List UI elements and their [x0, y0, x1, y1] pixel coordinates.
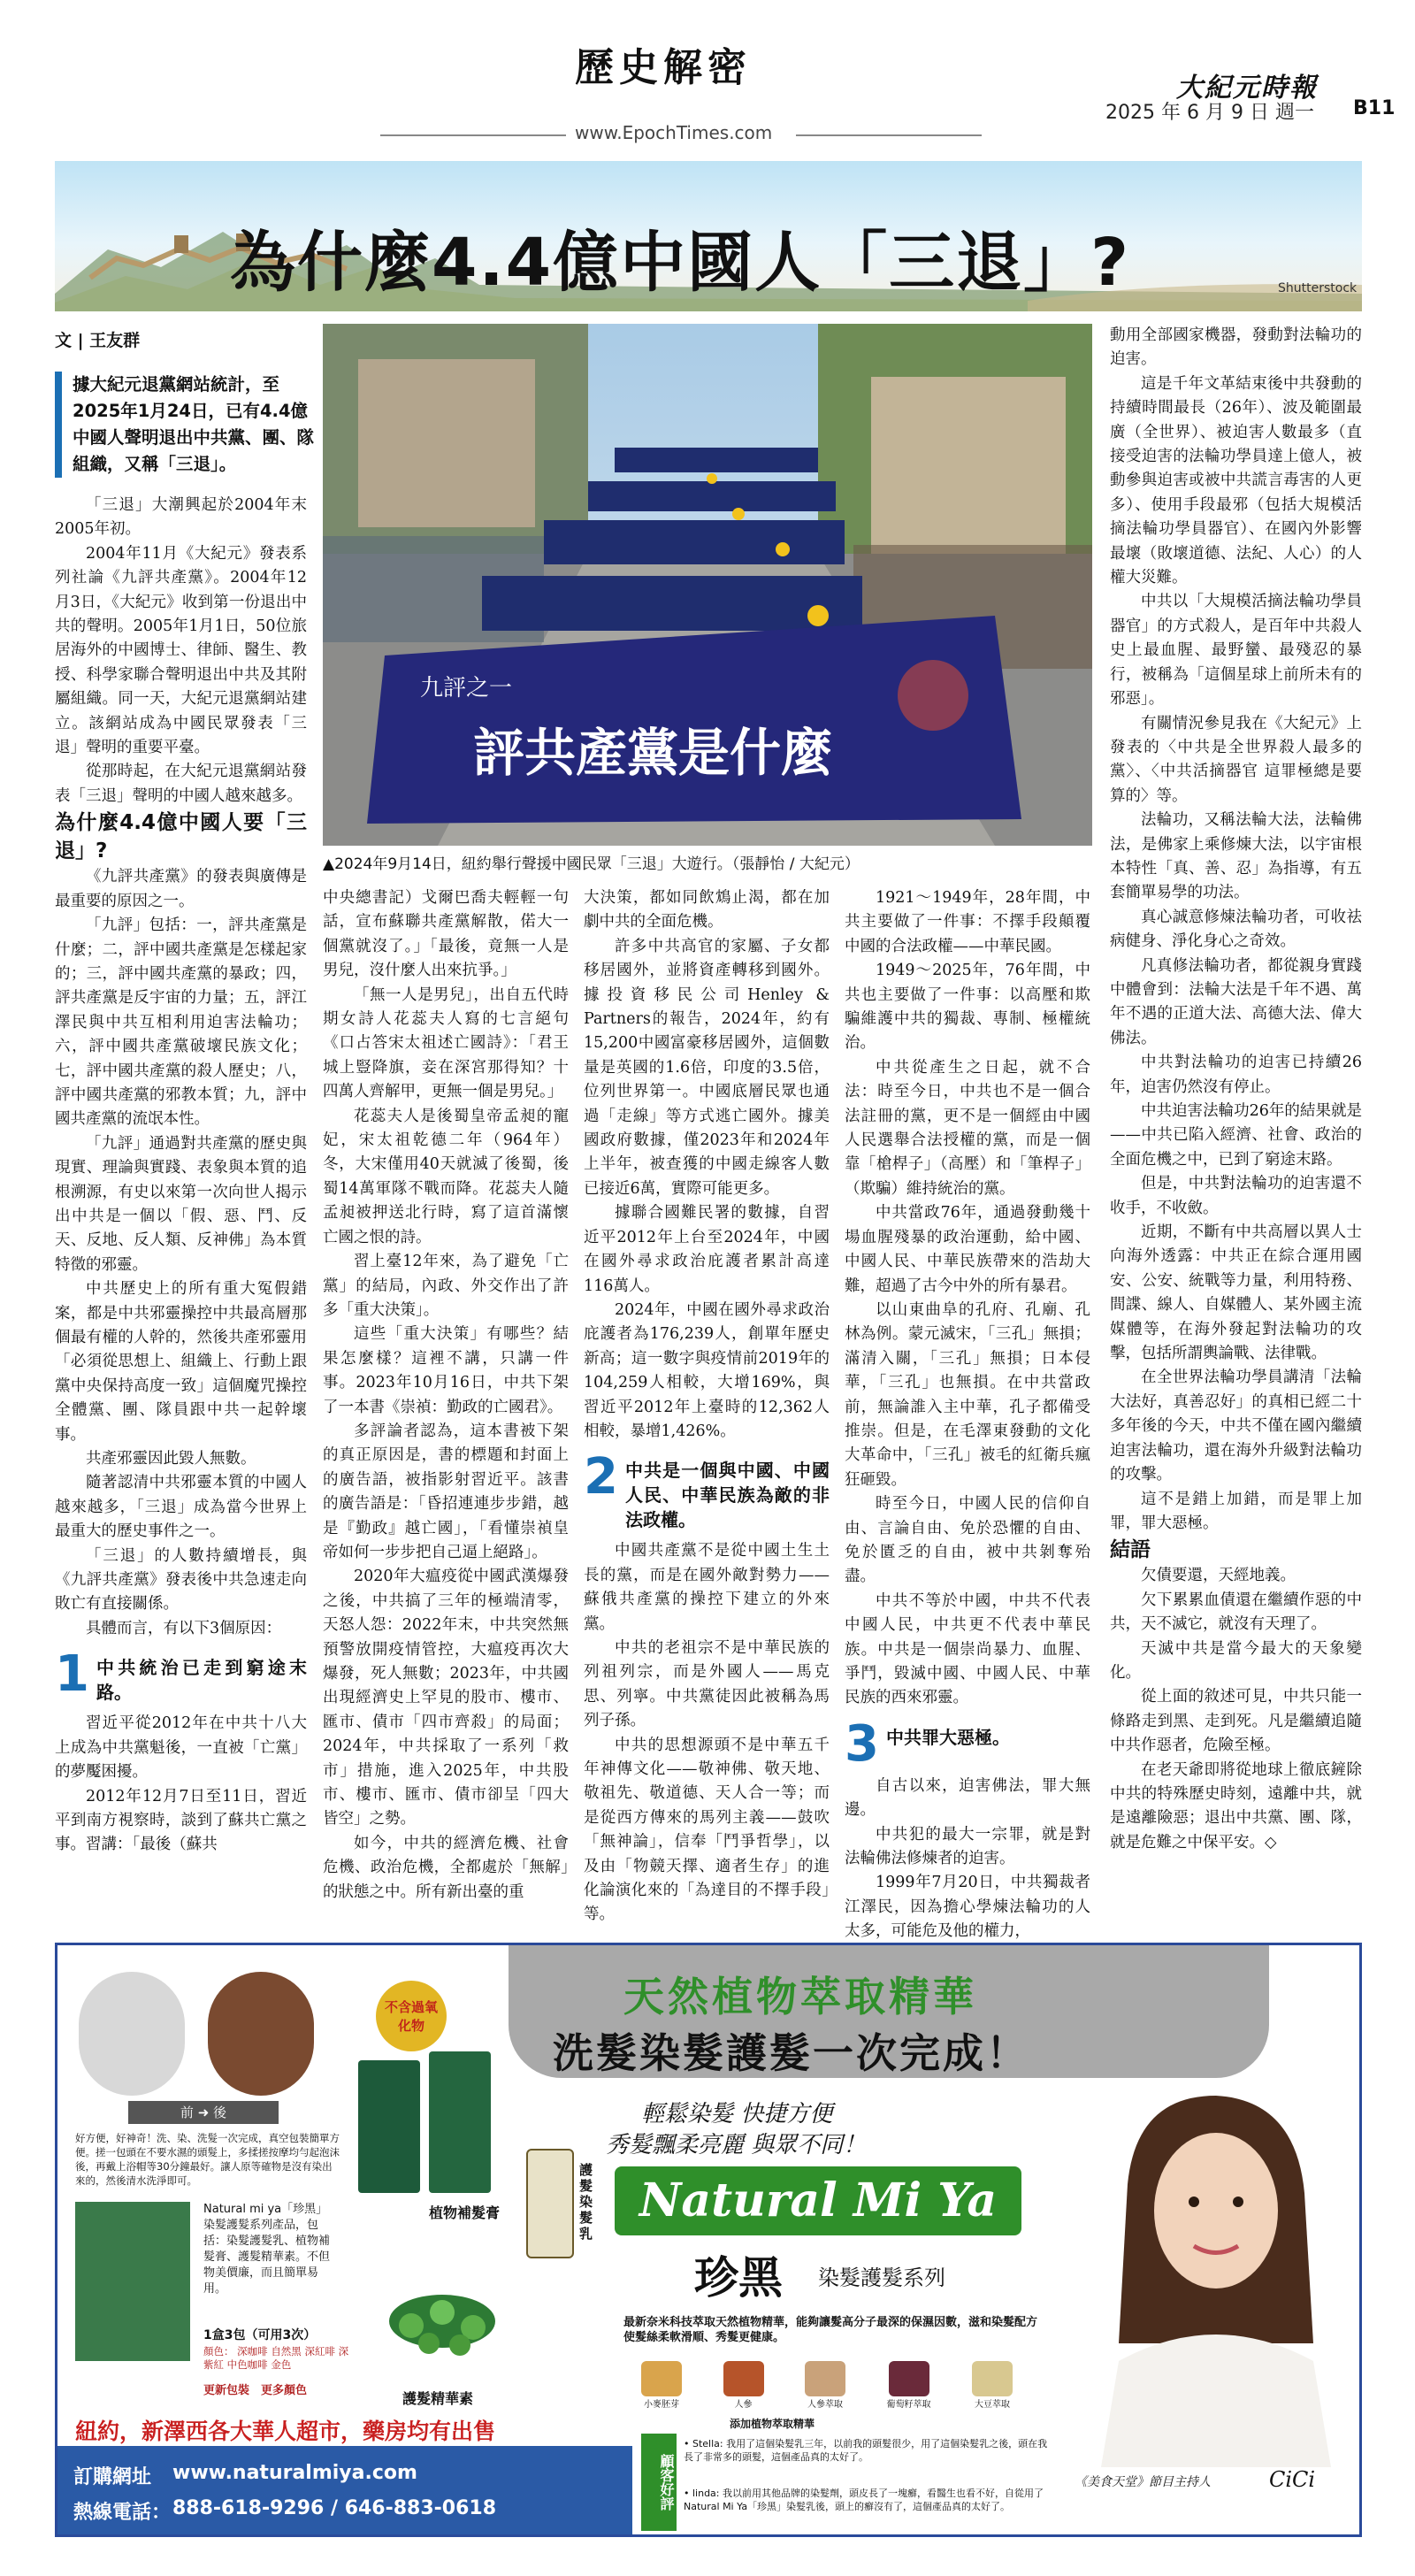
ingredients-row: [641, 2361, 1013, 2414]
column-5: [1110, 324, 1362, 1855]
paragraph: 動用全部國家機器，發動對法輪功的迫害。: [1110, 326, 1362, 369]
product-description: Natural mi ya「珍黑」染髮護髮系列產品，包括：染髮護髮乳、植物補髮膏、護髮精華素。不但物美價廉，而且簡單易用。: [203, 2203, 331, 2296]
photo-caption: ▲2024年9月14日，紐約舉行聲援中國民眾「三退」大遊行。（張靜怡 / 大紀元）: [323, 855, 860, 873]
review-1: • Stella: 我用了這個染髮乳三年，以前我的頭髮很少，用了這個染髮乳之後，頭在我長了非常多的頭髮，這個產品真的太好了。: [684, 2438, 1048, 2463]
column-4: [845, 886, 1090, 1944]
ad-headline-1: 天然植物萃取精華: [623, 1973, 977, 2020]
contact-bar: [57, 2446, 632, 2537]
paragraph: 但是，中共對法輪功的迫害還不收手，不收斂。: [1110, 1175, 1362, 1217]
paragraph: 1921～1949年，28年間，中共主要做了一件事：不擇手段顛覆中國的合法政權——中華民國。: [845, 889, 1090, 955]
newspaper-brand: 大紀元時報: [1176, 73, 1318, 104]
paragraph: 這是千年文革結束後中共發動的持續時間最長（26年）、波及範圍最廣（全世界）、被迫害人數最多（直接受迫害的法輪功學員達上億人，被動參與迫害或被中共謊言毒害的人更多）、使用手段最邪（包括大規模活摘法輪功學員器官）、在國內外影響最壞（敗壞道德、法紀、人心）的人權大災難。: [1110, 374, 1362, 587]
paragraph: 從上面的敘述可見，中共只能一條路走到黑、走到死。凡是繼續追隨中共作惡者，危險至極。: [1110, 1688, 1362, 1755]
heading-number: 2: [584, 1448, 618, 1506]
product-box-2: [429, 2051, 491, 2193]
subheading: 為什麼4.4億中國人要「三退」?: [55, 811, 307, 863]
ingredient-item: 葡萄籽萃取: [887, 2361, 931, 2414]
brand-chinese: 珍黑: [694, 2251, 783, 2304]
paragraph: 中共對法輪功的迫害已持續26年，迫害仍然沒有停止。: [1110, 1054, 1362, 1096]
section-title: 歷史解密: [575, 45, 752, 90]
product-label-4: 護髮染髮乳: [579, 2162, 593, 2242]
paragraph: 據聯合國難民署的數據，自習近平2012年上台至2024年，中國在國外尋求政治庇護者累計高達116萬人。: [584, 1204, 830, 1295]
product-bottle: [526, 2149, 574, 2258]
paragraph: 以山東曲阜的孔府、孔廟、孔林為例。蒙元滅宋，「三孔」無損；滿清入關，「三孔」無損；日本侵華，「三孔」也無損。在中共當政前，無論誰入主中華，孔子都備受推崇。但是，在毛澤東發動的文化大革命中，「三孔」被毛的紅衛兵瘋狂砸毀。: [845, 1300, 1090, 1489]
heading-number: 1: [55, 1645, 89, 1704]
color-option: 深咖啡: [237, 2345, 268, 2358]
column-2: [323, 886, 569, 1905]
spokesperson-photo: [1066, 2078, 1349, 2467]
paragraph: 2024年，中國在國外尋求政治庇護者為176,239人，創單年歷史新高；這一數字與疫情前2019年的104,259人相較，大增169%，與習近平2012年上臺時的12,362人相較，暴增1,426%。: [584, 1300, 830, 1440]
paragraph: 大決策，都如同飲鴆止渴，都在加劇中共的全面危機。: [584, 889, 830, 932]
color-options: [203, 2345, 354, 2372]
paragraph: 法輪功，又稱法輪大法，法輪佛法，是佛家上乘修煉大法，以宇宙根本特性「真、善、忍」為指導，有五套簡單易學的功法。: [1110, 811, 1362, 902]
byline: 文 | 王友群: [55, 331, 141, 350]
paragraph: 「無一人是男兒」，出自五代時期女詩人花蕊夫人寫的七言絕句《口占答宋太祖述亡國詩》：「君王城上豎降旗，妾在深宮那得知？十四萬人齊解甲，更無一個是男兒。」: [323, 985, 569, 1101]
heading-text: 中共罪大惡極。: [885, 1726, 1010, 1748]
site-url[interactable]: www.EpochTimes.com: [575, 122, 773, 143]
paragraph: 天滅中共是當今最大的天象變化。: [1110, 1639, 1362, 1682]
paragraph: 習近平從2012年在中共十八大上成為中共黨魁後，一直被「亡黨」的夢魘困擾。: [55, 1714, 307, 1782]
paragraph: 「九評」通過對共產黨的歷史與現實、理論與實踐、表象與本質的追根溯源，有史以來第一次向世人揭示出中共是一個以「假、惡、鬥、反天、反地、反人類、反神佛」為本質特徵的邪靈。: [55, 1134, 307, 1274]
color-option: 深紅啡: [304, 2345, 335, 2358]
more-colors-note: 更新包裝 更多顏色: [203, 2384, 308, 2397]
slogan-2: 秀髮飄柔亮麗 與眾不同！: [606, 2132, 867, 2158]
paragraph: 中央總書記）戈爾巴喬夫輕輕一句話，宣布蘇聯共產黨解散，偌大一個黨就沒了。」「最後，竟無一人是男兒，沒什麼人出來抗爭。」: [323, 889, 569, 980]
parade-photo: [323, 324, 1092, 846]
heading-text: 中共是一個與中國、中國人民、中華民族為敵的非法政權。: [624, 1460, 830, 1531]
phone-numbers[interactable]: 888-618-9296 / 646-883-0618: [172, 2497, 497, 2519]
stores-note: 紐約，新澤西各大華人超市，藥房均有出售: [75, 2419, 496, 2444]
advertisement[interactable]: [55, 1943, 1362, 2537]
ingredient-item: 小麥胚芽: [641, 2361, 682, 2414]
color-option: 深紫紅: [203, 2345, 349, 2371]
paragraph: 時至今日，中國人民的信仰自由、言論自由、免於恐懼的自由、免於匱乏的自由，被中共剝奪殆盡。: [845, 1495, 1090, 1586]
product-label-3: 護髮精華素: [402, 2390, 474, 2407]
subheading: 結語: [1110, 1538, 1151, 1562]
paragraph: 真心誠意修煉法輪功者，可收祛病健身、淨化身心之奇效。: [1110, 908, 1362, 951]
after-photo: [208, 1972, 314, 2096]
paragraph: 多評論者認為，這本書被下架的真正原因是，書的標題和封面上的廣告語，被指影射習近平。該書的廣告語是：「昏招連連步步錯，越是『勤政』越亡國」，「看懂崇禎皇帝如何一步步把自己逼上絕路」。: [323, 1422, 569, 1561]
paragraph: 中共歷史上的所有重大冤假錯案，都是中共邪靈操控中共最高層那個最有權的人幹的，然後共產邪靈用「必須從思想上、組織上、行動上跟黨中央保持高度一致」這個魔咒操控全體黨、團、隊員跟中共一起幹壞事。: [55, 1280, 307, 1444]
header-rule-left: [380, 134, 566, 136]
order-label: 訂購網址: [73, 2466, 152, 2488]
headline: 為什麼4.4億中國人「三退」?: [230, 225, 1131, 301]
before-photo: [79, 1972, 185, 2096]
paragraph: 如今，中共的經濟危機、社會危機、政治危機，全都處於「無解」的狀態之中。所有新出臺的重: [323, 1834, 569, 1901]
ingredient-item: 人參: [723, 2361, 764, 2414]
paragraph: 中共以「大規模活摘法輪功學員器官」的方式殺人，是百年中共殺人史上最血腥、最野蠻、最殘忍的暴行，被稱為「這個星球上前所未有的邪惡」。: [1110, 593, 1362, 709]
paragraph: 1999年7月20日，中共獨裁者江澤民，因為擔心學煉法輪功的人太多，可能危及他的權力，: [845, 1874, 1090, 1941]
paragraph: 欠下累累血債還在繼續作惡的中共，天不滅它，就沒有天理了。: [1110, 1591, 1362, 1634]
paragraph: 2012年12月7日至11日，習近平到南方視察時，談到了蘇共亡黨之事。習講：「最後（蘇共: [55, 1787, 307, 1854]
paragraph: 自古以來，迫害佛法，罪大無邊。: [845, 1776, 1090, 1820]
heading-text: 中共統治已走到窮途末路。: [96, 1657, 307, 1704]
ingredients-note: 添加植物萃取精華: [730, 2418, 815, 2430]
paragraph: 共產邪靈因此毀人無數。: [86, 1450, 256, 1468]
slogan-1: 輕鬆染髮 快捷方便: [641, 2101, 833, 2128]
before-after-arrow: 前 ➜ 後: [128, 2101, 279, 2124]
paragraph: 在全世界法輪功學員講清「法輪大法好，真善忍好」的真相已經二十多年後的今天，中共不僅在國內繼續迫害法輪功，還在海外升級對法輪功的攻擊。: [1110, 1368, 1362, 1484]
paragraph: 具體而言，有以下3個原因：: [86, 1619, 282, 1637]
paragraph: 在老天爺即將從地球上徹底鏟除中共的特殊歷史時刻，遠離中共，就是遠離險惡；退出中共黨、團、隊，就是危難之中保平安。◇: [1110, 1760, 1362, 1852]
signature: CiCi: [1269, 2467, 1316, 2492]
parade-photo-illustration: [323, 324, 1092, 846]
paragraph: 從那時起，在大紀元退黨網站發表「三退」聲明的中國人越來越多。: [55, 763, 307, 805]
spokesperson-note: 《美食天堂》節目主持人: [1075, 2475, 1211, 2489]
color-option: 金色: [271, 2358, 292, 2371]
banner-top-text: 九評之一: [420, 675, 513, 702]
banner-credit: Shutterstock: [1278, 281, 1358, 295]
review-2: • linda: 我以前用其他品牌的染髮劑，頭皮長了一塊癬，看醫生也看不好，自從用了Natural Mi Ya「珍黑」染髮乳後，頭上的癬沒有了，這個產品真的太好了。: [684, 2488, 1044, 2512]
after-label: 後: [213, 2104, 227, 2120]
paragraph: 許多中共高官的家屬、子女都移居國外，並將資產轉移到國外。據投資移民公司Henley & Partners的報告，2024年，約有15,200中國富豪移居國外，這個數量是英國的1.6倍，印度的3.5倍，位列世界第一。中國底層民眾也通過「走線」等方式逃亡國外。據美國政府數據，僅2023年和2024年上半年，被查獲的中國走線客人數已接近6萬，實際可能更多。: [584, 937, 830, 1198]
header-rule-right: [796, 134, 982, 136]
pack-label: 1盒3包（可用3次）: [203, 2328, 317, 2342]
product-box-1: [358, 2060, 420, 2193]
paragraph: 隨著認清中共邪靈本質的中國人越來越多，「三退」成為當今世界上最重大的歷史事件之一。: [55, 1474, 307, 1541]
paragraph: 中共犯的最大一宗罪，就是對法輪佛法修煉者的迫害。: [845, 1825, 1090, 1868]
paragraph: 中共的思想源頭不是中華五千年神傳文化——敬神佛、敬天地、敬祖先、敬道德、天人合一等；而是從西方傳來的馬列主義——鼓吹「無神論」，信奉「鬥爭哲學」，以及由「物競天擇、適者生存」的進化論演化來的「為達目的不擇手段」等。: [584, 1736, 830, 1924]
paragraph: 2020年大瘟疫從中國武漢爆發之後，中共搞了三年的極端清零，天怒人怨：2022年末，中共突然無預警放開疫情管控，大瘟疫再次大爆發，死人無數；2023年，中共國出現經濟史上罕見的股市、樓市、匯市、債市「四市齊殺」的局面；2024年，中共採取了一系列「救市」措施，進入2025年，中共股市、樓市、匯市、債市卻呈「四大皆空」之勢。: [323, 1568, 569, 1828]
paragraph: 這不是錯上加錯，而是罪上加罪，罪大惡極。: [1110, 1490, 1362, 1532]
phone-label: 熱線電話：: [73, 2502, 172, 2524]
page-number: B11: [1353, 97, 1396, 119]
paragraph: 中共從產生之日起，就不合法：時至今日，中共也不是一個合法註冊的黨，更不是一個經由中國人民選舉合法授權的黨，而是一個靠「槍桿子」（高壓）和「筆桿子」（欺騙）維持統治的黨。: [845, 1058, 1090, 1198]
paragraph: 欠債要還，天經地義。: [1141, 1567, 1296, 1585]
series-label: 染髮護髮系列: [818, 2266, 945, 2290]
column-1: [55, 494, 307, 1858]
paragraph: 「三退」的人數持續增長，與《九評共產黨》發表後中共急速走向敗亡有直接關係。: [55, 1546, 307, 1614]
ad-headline-2: 洗髮染髮護髮一次完成！: [553, 2029, 1029, 2077]
ingredient-item: 大豆萃取: [972, 2361, 1013, 2414]
paragraph: 有關情況參見我在《大紀元》上發表的〈中共是全世界殺人最多的黨〉、〈中共活摘器官 這罪極總是要算的〉等。: [1110, 714, 1362, 805]
column-3: [584, 886, 830, 1928]
reviews-label: 顧客好評: [641, 2434, 677, 2531]
brand-logo: Natural Mi Ya: [615, 2166, 1021, 2235]
paragraph: 中國共產黨不是從中國土生土長的黨，而是在國外敵對勢力——蘇俄共產黨的操控下建立的外來黨。: [584, 1542, 830, 1633]
numbered-heading-1: [55, 1645, 307, 1705]
ingredient-item: 人參萃取: [805, 2361, 845, 2414]
numbered-heading-2: [584, 1448, 830, 1532]
paragraph: 花蕊夫人是後蜀皇帝孟昶的寵妃，宋太祖乾德二年（964年）冬，大宋僅用40天就滅了後蜀，後蜀14萬軍隊不戰而降。花蕊夫人隨孟昶被押送北行時，寫了這首滿懷亡國之恨的詩。: [323, 1107, 569, 1246]
paragraph: 習上臺12年來，為了避免「亡黨」的結局，內政、外交作出了許多「重大決策」。: [323, 1253, 569, 1319]
paragraph: 「三退」大潮興起於2004年末2005年初。: [55, 496, 307, 539]
paragraph: 近期，不斷有中共高層以異人士向海外透露：中共正在綜合運用國安、公安、統戰等力量，利用特務、間諜、線人、自媒體人、某外國主流媒體等，在海外發起對法輪功的攻擊，包括所謂輿論戰、法律戰。: [1110, 1223, 1362, 1363]
paragraph: 這些「重大決策」有哪些？結果怎麼樣？這裡不講，只講一件事。2023年10月16日，中共下架了一本書《崇禎：勤政的亡國君》。: [323, 1325, 569, 1416]
paragraph: 《九評共產黨》的發表與廣傳是最重要的原因之一。: [55, 868, 307, 910]
paragraph: 凡真修法輪功者，都從親身實踐中體會到：法輪大法是千年不遇、萬年不遇的正道大法、高德大法、偉大佛法。: [1110, 956, 1362, 1047]
numbered-heading-3: [845, 1714, 1090, 1773]
paragraph: 2004年11月《大紀元》發表系列社論《九評共產黨》。2004年12月3日，《大紀元》收到第一份退出中共的聲明。2005年1月1日，50位旅居海外的中國博士、律師、醫生、教授、科學家聯合聲明退出中共及其附屬組織。同一天，大紀元退黨網站建立。該網站成為中國民眾發表「三退」聲明的重要平臺。: [55, 544, 307, 757]
tech-description: 最新奈米科技萃取天然植物精華，能夠讓髮高分子最深的保濕因數，滋和染髮配方使髮絲柔軟滑順、秀髮更健康。: [623, 2316, 1038, 2344]
banner-main-text: 評共產黨是什麼: [473, 723, 833, 783]
heading-number: 3: [845, 1714, 879, 1773]
product-package-photo: [75, 2202, 190, 2361]
paragraph: 中共不等於中國，中共不代表中國人民，中共更不代表中華民族。中共是一個崇尚暴力、血腥、爭鬥，毀滅中國、中國人民、中華民族的西來邪靈。: [845, 1591, 1090, 1707]
color-option: 自然黑: [271, 2345, 302, 2358]
lead-summary: 據大紀元退黨網站統計，至2025年1月24日，已有4.4億中國人聲明退出中共黨、團、隊組織，又稱「三退」。: [55, 372, 320, 478]
product-label-2: 植物補髮膏: [429, 2204, 501, 2221]
color-option: 中色咖啡: [226, 2358, 268, 2371]
paragraph: 1949～2025年，76年間，中共也主要做了一件事：以高壓和欺騙維護中共的獨裁、專制、極權統治。: [845, 962, 1090, 1053]
paragraph: 中共迫害法輪功26年的結果就是——中共已陷入經濟、社會、政治的全面危機之中，已到了窮途末路。: [1110, 1102, 1362, 1169]
paragraph: 中共當政76年，通過發動幾十場血腥殘暴的政治運動，給中國、中國人民、中華民族帶來的浩劫大難，超過了古今中外的所有暴君。: [845, 1204, 1090, 1295]
testimonial-text: 好方便，好神奇！洗、染、洗髮一次完成，真空包裝簡單方便。搓一包頭在不要水濕的頭髮上，多揉搓按摩均勻起泡沫後，再戴上浴帽等30分鐘最好。讓人原等確物是沒有染出來的，然後清水洗淨即可。: [75, 2132, 340, 2187]
paragraph: 「九評」包括：一，評共產黨是什麼；二，評中國共產黨是怎樣起家的；三，評中國共產黨的暴政；四，評共產黨是反宇宙的力量；五，評江澤民與中共互相利用迫害法輪功；六，評中國共產黨破壞民族文化；七，評中國共產黨的殺人歷史；八，評中國共產黨的邪教本質；九，評中國共產黨的流氓本性。: [55, 916, 307, 1129]
paragraph: 中共的老祖宗不是中華民族的列祖列宗，而是外國人——馬克思、列寧。中共黨徒因此被稱為馬列子孫。: [584, 1638, 830, 1730]
issue-date: 2025 年 6 月 9 日 週一: [1105, 102, 1314, 124]
colors-label: 顏色：: [203, 2345, 234, 2358]
before-label: 前: [180, 2104, 194, 2120]
capsules-illustration: [358, 2264, 526, 2379]
order-url[interactable]: www.naturalmiya.com: [172, 2462, 417, 2484]
no-peroxide-badge: 不含過氧化物: [376, 1981, 447, 2051]
